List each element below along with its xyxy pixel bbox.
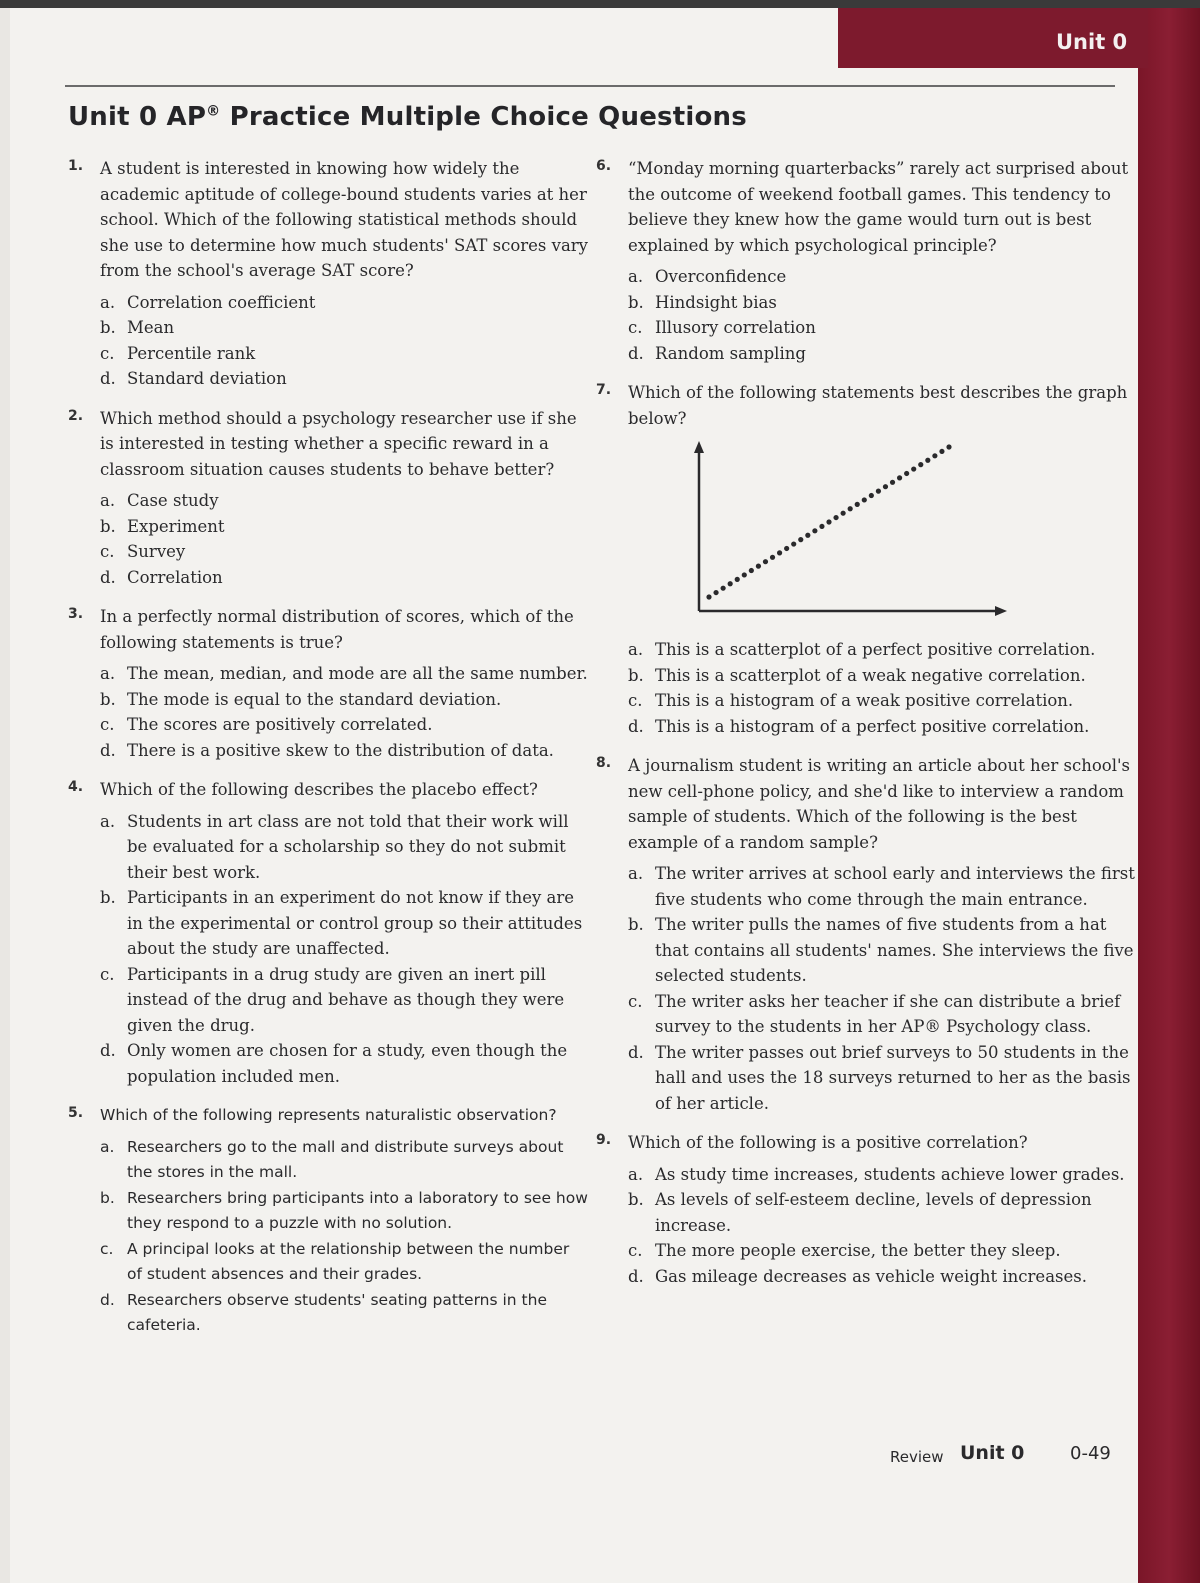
option-letter: b. (100, 1188, 115, 1207)
option-letter: d. (628, 343, 644, 363)
option-letter: a. (100, 1137, 115, 1156)
title-rest: Practice Multiple Choice Questions (220, 102, 747, 132)
header-rule (65, 85, 1115, 87)
option-letter: c. (628, 318, 643, 337)
option-text: As study time increases, students achieve lower grades. (655, 1164, 1125, 1184)
scatter-point (742, 572, 747, 577)
option-text: Overconfidence (655, 267, 787, 286)
answer-option-a (628, 1162, 1136, 1188)
option-letter: b. (628, 1190, 644, 1209)
answer-option-d (628, 1264, 1136, 1290)
answer-options (100, 488, 588, 590)
question-text: Which method should a psychology researcher use if she is interested in testing whether a specific reward in a classroom situation causes students to behave better? (100, 408, 577, 479)
scatter-point (883, 484, 888, 489)
scatter-point (869, 493, 874, 498)
scatter-point (897, 475, 902, 480)
answer-options (100, 1135, 588, 1339)
answer-option-b (100, 514, 588, 540)
scatter-point (911, 466, 916, 471)
option-text: Gas mileage decreases as vehicle weight increases. (655, 1266, 1087, 1286)
scatter-point (728, 581, 733, 586)
question-7 (596, 380, 1136, 739)
option-text: Correlation (127, 567, 223, 587)
option-text: As levels of self-esteem decline, levels of depression increase. (655, 1190, 1092, 1235)
scatter-point (946, 444, 951, 449)
scatter-point (862, 497, 867, 502)
question-text: In a perfectly normal distribution of scores, which of the following statements is true? (100, 607, 574, 652)
option-text: The writer passes out brief surveys to 50 students in the hall and uses the 18 surveys returned to her as the basis of her article. (655, 1042, 1131, 1113)
unit-tab-label: Unit 0 (1056, 30, 1128, 54)
answer-option-b (100, 1186, 588, 1237)
option-text: Participants in a drug study are given an inert pill instead of the drug and behave as though they were given the drug. (127, 964, 565, 1035)
option-letter: d. (100, 740, 116, 760)
question-2 (68, 406, 588, 591)
answer-option-d (100, 565, 588, 591)
question-3 (68, 604, 588, 763)
scatter-point (925, 458, 930, 463)
option-text: Participants in an experiment do not know if they are in the experimental or control group so their attitudes about the study are unaffected. (127, 888, 583, 958)
option-text: This is a scatterplot of a weak negative correlation. (655, 665, 1086, 685)
question-number: 3. (68, 606, 84, 622)
answer-options (628, 861, 1136, 1116)
answer-option-a (100, 290, 588, 316)
option-letter: a. (100, 292, 116, 312)
left-column (68, 156, 588, 1353)
option-letter: a. (628, 267, 644, 286)
option-letter: d. (100, 567, 116, 587)
answer-option-b (628, 912, 1136, 989)
option-letter: d. (628, 1266, 644, 1286)
scatter-point (890, 480, 895, 485)
answer-option-c (628, 1238, 1136, 1264)
registered-mark: ® (206, 103, 221, 120)
question-4 (68, 777, 588, 1089)
option-text: The writer pulls the names of five students from a hat that contains all students' names. She interviews the five selected students. (655, 915, 1134, 985)
option-text: The mean, median, and mode are all the same number. (127, 664, 588, 683)
answer-option-c (100, 1237, 588, 1288)
scatter-point (784, 546, 789, 551)
option-letter: b. (628, 292, 644, 312)
answer-option-a (100, 809, 588, 886)
option-letter: a. (628, 864, 644, 883)
answer-options (100, 290, 588, 392)
answer-option-a (100, 1135, 588, 1186)
question-number: 9. (596, 1132, 612, 1148)
question-9 (596, 1130, 1136, 1289)
option-text: The more people exercise, the better they sleep. (655, 1241, 1061, 1260)
scatter-point (812, 528, 817, 533)
option-letter: d. (100, 1290, 115, 1309)
option-letter: c. (100, 1239, 114, 1258)
scatter-point (756, 564, 761, 569)
scatter-point (749, 568, 754, 573)
page-edge-band (1138, 0, 1200, 1583)
footer-review: Review (890, 1448, 944, 1466)
answer-options (100, 809, 588, 1090)
option-text: The writer asks her teacher if she can distribute a brief survey to the students in her AP® Psychology class. (655, 991, 1121, 1036)
option-letter: c. (100, 542, 115, 561)
scatter-point (904, 471, 909, 476)
option-text: Survey (127, 542, 186, 561)
answer-option-c (628, 315, 1136, 341)
question-number: 4. (68, 779, 84, 795)
question-text: Which of the following statements best describes the graph below? (628, 383, 1128, 428)
option-text: Researchers bring participants into a laboratory to see how they respond to a puzzle with no solution. (127, 1188, 588, 1232)
option-letter: b. (100, 318, 116, 337)
answer-option-c (628, 989, 1136, 1040)
option-text: Only women are chosen for a study, even though the population included men. (127, 1041, 568, 1086)
option-text: Illusory correlation (655, 318, 816, 337)
x-axis-arrow (995, 606, 1007, 616)
question-number: 7. (596, 382, 612, 398)
answer-option-d (628, 714, 1136, 740)
option-text: This is a scatterplot of a perfect positive correlation. (655, 640, 1096, 659)
top-edge (0, 0, 1200, 8)
answer-option-a (628, 861, 1136, 912)
option-letter: b. (628, 915, 644, 934)
question-8 (596, 753, 1136, 1116)
scatter-points (706, 444, 951, 599)
scatter-point (833, 515, 838, 520)
scatter-point (721, 586, 726, 591)
option-text: The mode is equal to the standard deviation. (127, 689, 502, 709)
question-1 (68, 156, 588, 392)
question-text: A journalism student is writing an article about her school's new cell-phone policy, and she'd like to interview a random sample of students. Which of the following is the best example of a random sample? (628, 756, 1130, 852)
scatter-point (841, 511, 846, 516)
option-letter: b. (100, 689, 116, 709)
answer-option-b (100, 315, 588, 341)
page-number: 0-49 (1070, 1443, 1111, 1464)
question-number: 8. (596, 755, 612, 771)
scatter-point (876, 489, 881, 494)
option-text: Researchers go to the mall and distribute surveys about the stores in the mall. (127, 1137, 564, 1181)
option-text: Correlation coefficient (127, 292, 316, 312)
option-text: The scores are positively correlated. (127, 715, 433, 734)
question-number: 2. (68, 407, 84, 424)
answer-option-a (628, 637, 1136, 663)
answer-option-b (628, 663, 1136, 689)
y-axis-arrow (694, 441, 704, 453)
answer-option-c (100, 712, 588, 738)
unit-tab (838, 8, 1148, 68)
answer-option-d (628, 341, 1136, 367)
answer-options (100, 661, 588, 763)
answer-option-d (628, 1040, 1136, 1117)
question-text: A student is interested in knowing how widely the academic aptitude of college-bound students varies at her school. Which of the following statistical methods should she use to determine how much students' SAT scores vary from the school's average SAT score? (100, 159, 588, 280)
option-letter: d. (628, 716, 644, 736)
option-text: There is a positive skew to the distribution of data. (127, 740, 554, 760)
scatter-point (770, 555, 775, 560)
option-text: Mean (127, 318, 175, 337)
option-letter: c. (100, 343, 115, 363)
answer-option-d (100, 366, 588, 392)
option-letter: c. (100, 715, 115, 734)
option-letter: c. (100, 964, 115, 984)
option-letter: d. (628, 1042, 644, 1062)
option-text: Random sampling (655, 343, 806, 363)
scatter-point (918, 462, 923, 467)
answer-option-b (628, 290, 1136, 316)
option-text: This is a histogram of a perfect positive correlation. (655, 716, 1090, 736)
question-number: 6. (596, 158, 612, 174)
scatter-point (798, 537, 803, 542)
question-number: 1. (68, 158, 84, 174)
answer-option-c (100, 341, 588, 367)
answer-option-c (628, 688, 1136, 714)
option-letter: b. (100, 888, 116, 907)
option-text: This is a histogram of a weak positive correlation. (655, 691, 1074, 710)
option-text: Standard deviation (127, 369, 287, 388)
option-text: Hindsight bias (655, 292, 777, 312)
option-text: A principal looks at the relationship between the number of student absences and their grades. (127, 1239, 570, 1283)
answer-option-c (100, 539, 588, 565)
answer-option-b (100, 885, 588, 962)
scatter-point (706, 594, 711, 599)
question-6 (596, 156, 1136, 366)
option-letter: b. (628, 665, 644, 685)
scatter-point (826, 519, 831, 524)
option-letter: c. (628, 1241, 643, 1260)
answer-option-c (100, 962, 588, 1039)
answer-option-b (100, 687, 588, 713)
answer-options (628, 264, 1136, 366)
scatter-point (777, 550, 782, 555)
title-main: Unit 0 AP (68, 102, 207, 132)
option-letter: a. (100, 811, 116, 831)
answer-options (628, 637, 1136, 739)
scatter-point (848, 506, 853, 511)
option-letter: d. (100, 1041, 116, 1060)
answer-option-d (100, 738, 588, 764)
option-letter: a. (628, 1164, 644, 1184)
question-5 (68, 1103, 588, 1339)
question-text: Which of the following is a positive correlation? (628, 1133, 1028, 1152)
scatter-point (735, 577, 740, 582)
option-letter: a. (100, 491, 116, 510)
answer-option-b (628, 1187, 1136, 1238)
option-text: The writer arrives at school early and interviews the first five students who come through the main entrance. (655, 864, 1135, 909)
option-letter: a. (100, 664, 116, 683)
option-text: Percentile rank (127, 343, 256, 363)
option-letter: c. (628, 991, 643, 1011)
footer-unit: Unit 0 (960, 1442, 1025, 1464)
scatter-point (763, 559, 768, 564)
answer-option-d (100, 1288, 588, 1339)
answer-option-d (100, 1038, 588, 1089)
option-letter: b. (100, 516, 116, 536)
option-text: Case study (127, 491, 219, 510)
scatter-point (713, 590, 718, 595)
question-text: Which of the following describes the placebo effect? (100, 780, 538, 799)
option-text: Researchers observe students' seating patterns in the cafeteria. (127, 1290, 547, 1334)
answer-option-a (100, 661, 588, 687)
answer-option-a (628, 264, 1136, 290)
option-letter: a. (628, 640, 644, 659)
question-text: Which of the following represents naturalistic observation? (100, 1106, 557, 1124)
question-number: 5. (68, 1105, 84, 1121)
scatter-point (791, 541, 796, 546)
question-text: “Monday morning quarterbacks” rarely act surprised about the outcome of weekend football games. This tendency to believe they knew how the game would turn out is best explained by which psychological principle? (628, 159, 1129, 255)
answer-options (628, 1162, 1136, 1290)
option-text: Students in art class are not told that their work will be evaluated for a scholarship so they do not submit their best work. (127, 811, 569, 882)
scatter-point (932, 453, 937, 458)
scatter-point (939, 449, 944, 454)
scatterplot-graph (691, 439, 1011, 629)
option-letter: d. (100, 369, 116, 388)
answer-option-a (100, 488, 588, 514)
right-column (596, 156, 1136, 1303)
scatter-point (855, 502, 860, 507)
option-letter: c. (628, 691, 643, 710)
scatter-point (819, 524, 824, 529)
scatter-point (805, 533, 810, 538)
option-text: Experiment (127, 516, 225, 536)
page-title (68, 102, 747, 132)
